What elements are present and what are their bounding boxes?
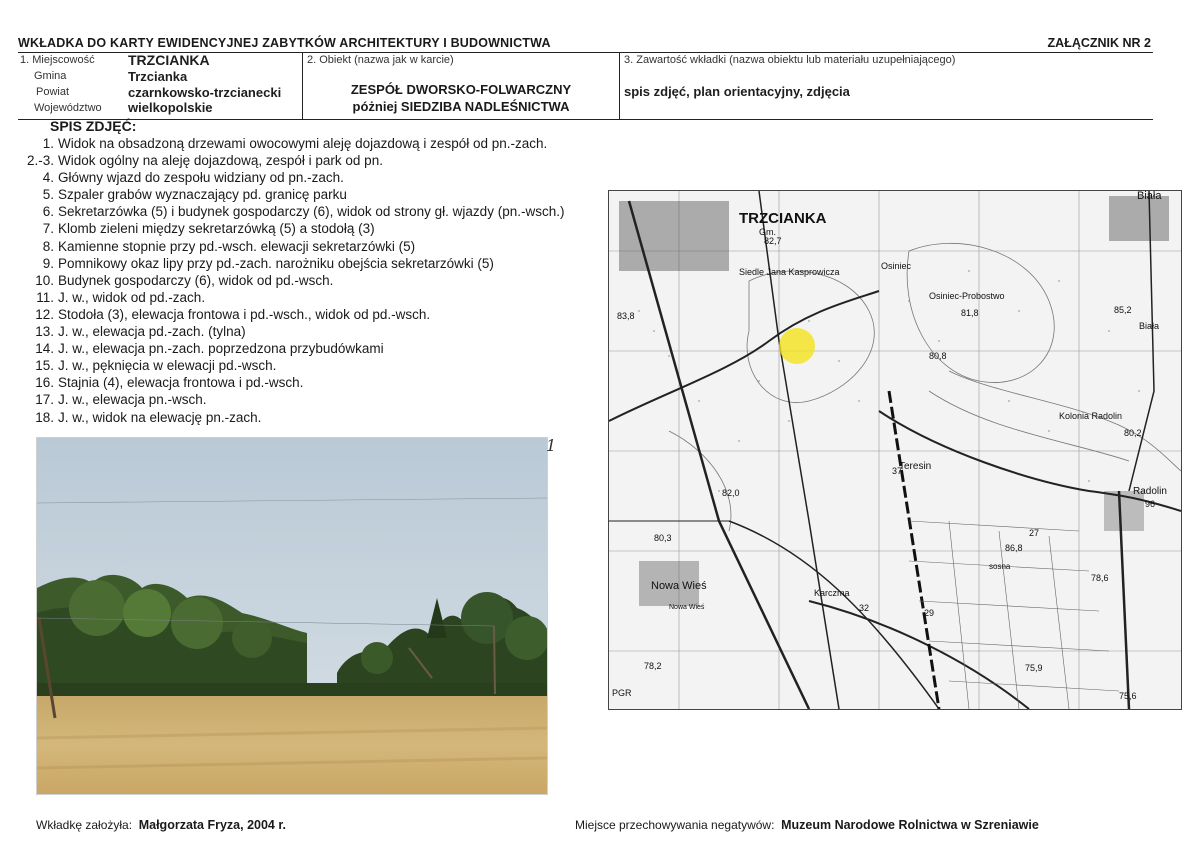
- photo-list-item-text: Kamienne stopnie przy pd.-wsch. elewacji sekretarzówki (5): [58, 238, 416, 254]
- map-label-h32: 32: [859, 603, 870, 613]
- map-label-osiniec-probostwo: Osiniec-Probostwo: [929, 291, 1005, 301]
- map-label-osiedle: Siedle Jana Kasprowicza: [739, 267, 840, 277]
- map-label-h96: 96: [1145, 499, 1156, 509]
- map-label-biala: Biała: [1139, 321, 1160, 331]
- photo-list-item: [14, 203, 564, 220]
- orientation-map: [608, 190, 1182, 710]
- footer-author-value: Małgorzata Fryza, 2004 r.: [138, 818, 287, 832]
- section2-label: 2. Obiekt (nazwa jak w karcie): [307, 54, 454, 66]
- photo-list-item: [14, 272, 564, 289]
- map-label-pgr: PGR: [612, 688, 632, 698]
- photo-list-item-text: J. w., elewacja pd.-zach. (tylna): [58, 324, 246, 340]
- photo-list-item-number: 8.: [42, 238, 54, 254]
- map-label-h827: 82,7: [764, 236, 782, 246]
- photo-list-item-number: 9.: [42, 255, 54, 271]
- photo-list-item-text: J. w., elewacja pn.-zach. poprzedzona przybudówkami: [58, 341, 384, 357]
- miejscowosc-value: TRZCIANKA: [128, 52, 210, 68]
- map-label-h759: 75,9: [1025, 663, 1043, 673]
- landscape-photo: [36, 437, 548, 795]
- map-label-trzcianka: TRZCIANKA: [739, 210, 827, 227]
- photo-list-title: SPIS ZDJĘĆ:: [50, 118, 137, 134]
- gmina-value: Trzcianka: [128, 69, 188, 84]
- photo-list-item: [14, 238, 564, 255]
- map-label-nowa-wies: Nowa Wieś: [651, 580, 707, 592]
- map-label-h756: 75,6: [1119, 691, 1137, 701]
- photo-list-item: [14, 289, 564, 306]
- map-label-teresin: Teresin: [899, 461, 932, 472]
- photo-list-item-number: 16.: [35, 375, 54, 391]
- annex-label: ZAŁĄCZNIK NR 2: [1047, 36, 1151, 50]
- photo-list-item: [14, 152, 564, 169]
- photo-list-item: [14, 169, 564, 186]
- map-label-karczma: Karczma: [814, 588, 850, 598]
- photo-list-item-number: 15.: [35, 358, 54, 374]
- contents-value: spis zdjęć, plan orientacyjny, zdjęcia: [624, 84, 850, 99]
- photo-list-item: [14, 323, 564, 340]
- photo-list-item-number: 5.: [42, 187, 54, 203]
- powiat-label: Powiat: [36, 86, 70, 98]
- photo-list-item: [14, 374, 564, 391]
- map-label-kolonia-radolin: Kolonia Radolin: [1059, 411, 1123, 421]
- powiat-value: czarnkowsko-trzcianecki: [128, 85, 282, 100]
- photo-list-item-text: Pomnikowy okaz lipy przy pd.-zach. narożniku obejścia sekretarzówki (5): [58, 255, 494, 271]
- footer-author-label: Wkładkę założyła:: [36, 818, 133, 832]
- wojewodztwo-value: wielkopolskie: [128, 100, 213, 115]
- map-label-gm: Gm.: [759, 227, 776, 237]
- map-label-osiniec: Osiniec: [881, 261, 912, 271]
- photo-list-item-number: 13.: [35, 324, 54, 340]
- photo-list-item-text: Szpaler grabów wyznaczający pd. granicę parku: [58, 187, 347, 203]
- photo-list-item: [14, 357, 564, 374]
- photo-list-item: [14, 255, 564, 272]
- photo-list-item-number: 12.: [35, 306, 54, 322]
- photo-list-item: [14, 409, 564, 426]
- map-label-h37: 37: [892, 466, 903, 476]
- footer-author: [36, 818, 286, 832]
- photo-list-item-text: J. w., pęknięcia w elewacji pd.-wsch.: [58, 358, 277, 374]
- map-label-biala-top: Biała: [1137, 191, 1162, 202]
- photo-list-item: [14, 340, 564, 357]
- footer-negatives: [575, 818, 1039, 832]
- photo-list-item: [14, 135, 564, 152]
- map-label-h27: 27: [1029, 528, 1040, 538]
- photo-list-item-number: 11.: [36, 289, 54, 305]
- object-name-line1: ZESPÓŁ DWORSKO-FOLWARCZNY: [350, 82, 572, 97]
- photo-list-item-number: 7.: [42, 221, 54, 237]
- document-title: WKŁADKA DO KARTY EWIDENCYJNEJ ZABYTKÓW ARCHITEKTURY I BUDOWNICTWA: [18, 36, 551, 50]
- object-name-line2: póżniej SIEDZIBA NADLEŚNICTWA: [352, 99, 570, 114]
- map-label-h782: 78,2: [644, 661, 662, 671]
- section3-label: 3. Zawartość wkładki (nazwa obiektu lub materiału uzupełniającego): [624, 54, 956, 66]
- map-label-h838: 83,8: [617, 311, 635, 321]
- header-bottom-rule: [18, 119, 1153, 120]
- photo-list-item-text: J. w., widok na elewację pn.-zach.: [58, 409, 262, 425]
- photo-list-item-text: Widok ogólny na aleję dojazdową, zespół i park od pn.: [58, 153, 383, 169]
- map-label-h852: 85,2: [1114, 305, 1132, 315]
- photo-list-item-number: 2.-3.: [26, 153, 54, 169]
- section1-label: 1. Miejscowość: [20, 54, 95, 66]
- map-label-h868: 86,8: [1005, 543, 1023, 553]
- photo-list-item-text: Stajnia (4), elewacja frontowa i pd.-wsch.: [58, 375, 304, 391]
- map-label-h29: 29: [924, 608, 935, 618]
- footer-negatives-label: Miejsce przechowywania negatywów:: [575, 818, 775, 832]
- gmina-label: Gmina: [34, 70, 67, 82]
- map-label-radolin: Radolin: [1133, 486, 1167, 497]
- photo-list-item-number: 6.: [42, 204, 54, 220]
- photo-list-item-text: Klomb zieleni między sekretarzówką (5) a stodołą (3): [58, 221, 375, 237]
- photo-list-item-number: 1.: [42, 136, 54, 151]
- photo-list-item-text: J. w., elewacja pn.-wsch.: [58, 392, 207, 408]
- photo-list-item-text: Główny wjazd do zespołu widziany od pn.-zach.: [58, 170, 344, 186]
- map-label-sosna: sosna: [989, 562, 1011, 571]
- column-divider-2: [619, 52, 620, 119]
- photo-list-item: [14, 391, 564, 408]
- photo-list: [14, 135, 564, 426]
- photo-list-item-text: Widok na obsadzoną drzewami owocowymi aleję dojazdową i zespół od pn.-zach.: [58, 136, 548, 151]
- photo-list-item: [14, 186, 564, 203]
- footer-negatives-value: Muzeum Narodowe Rolnictwa w Szreniawie: [781, 818, 1039, 832]
- map-label-h820: 82,0: [722, 488, 740, 498]
- map-label-h808: 80,8: [929, 351, 947, 361]
- photo-list-item-number: 18.: [35, 409, 54, 425]
- photo-number: 1: [546, 436, 557, 455]
- photo-list-item-text: Budynek gospodarczy (6), widok od pd.-wsch.: [58, 272, 334, 288]
- photo-list-item: [14, 306, 564, 323]
- photo-list-item-number: 14.: [35, 341, 54, 357]
- map-label-h786: 78,6: [1091, 573, 1109, 583]
- photo-list-item-text: J. w., widok od pd.-zach.: [58, 289, 206, 305]
- photo-list-item-number: 4.: [42, 170, 54, 186]
- photo-list-item-text: Stodoła (3), elewacja frontowa i pd.-wsch., widok od pd.-wsch.: [58, 306, 431, 322]
- map-label-h802: 80,2: [1124, 428, 1142, 438]
- photo-list-item-number: 10.: [35, 272, 54, 288]
- map-label-h818: 81,8: [961, 308, 979, 318]
- photo-list-item: [14, 220, 564, 237]
- wojewodztwo-label: Województwo: [34, 102, 102, 114]
- photo-list-item-number: 17.: [35, 392, 54, 408]
- map-label-h803: 80,3: [654, 533, 672, 543]
- map-label-nowa-wies-small: Nowa Wieś: [669, 604, 705, 611]
- photo-list-item-text: Sekretarzówka (5) i budynek gospodarczy (6), widok od strony gł. wjazdy (pn.-wsch.): [58, 204, 565, 220]
